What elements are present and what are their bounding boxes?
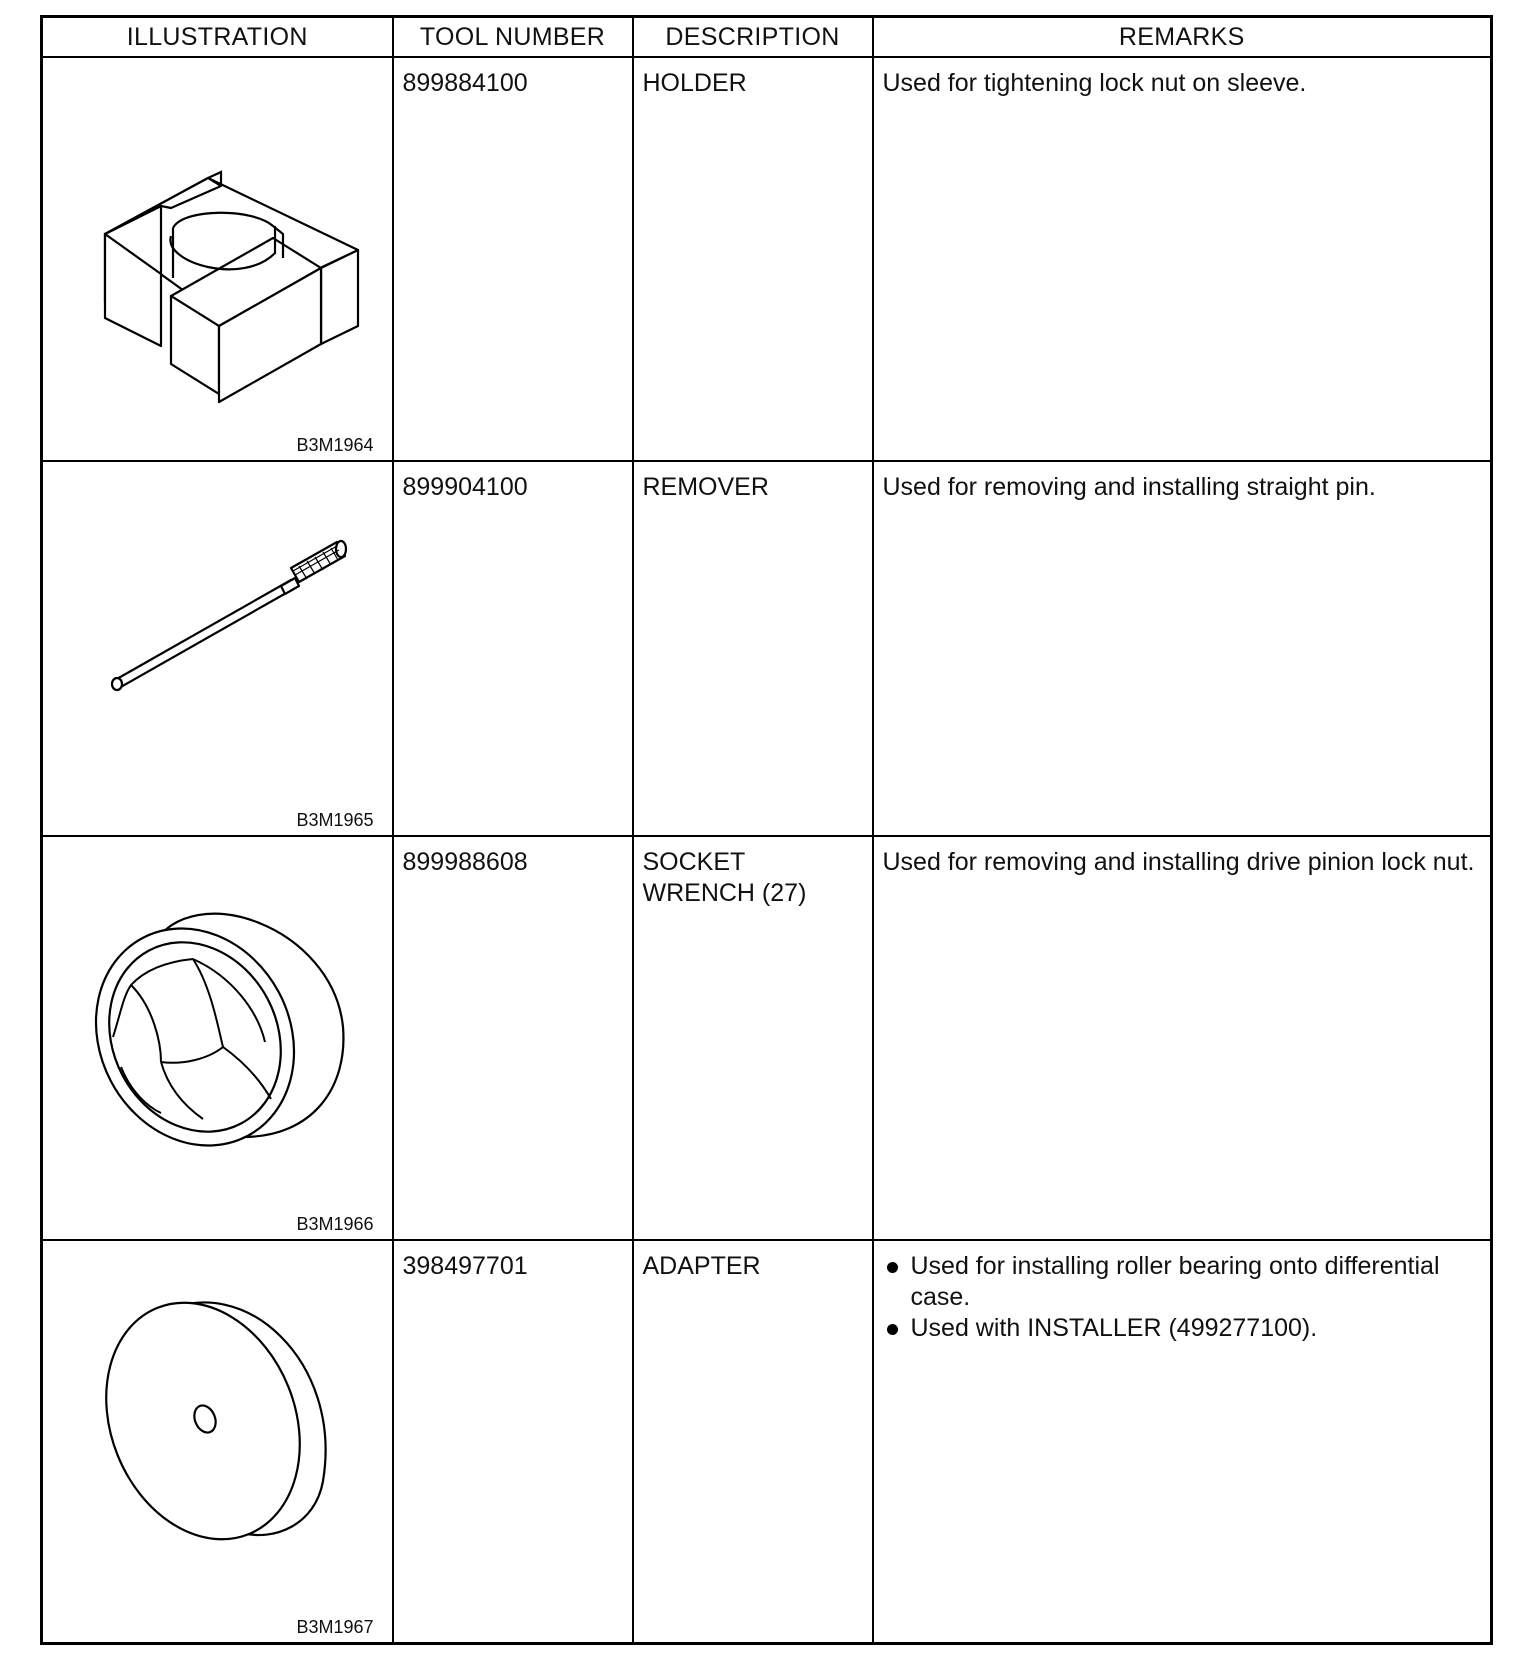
tool-number: 899904100 [402, 472, 528, 501]
description: HOLDER [642, 69, 747, 97]
illustration-cell [42, 57, 393, 461]
header-row [42, 17, 1492, 58]
tool-number: 899988608 [402, 848, 528, 877]
remark-item: Used for tightening lock nut on sleeve. [882, 69, 1307, 97]
illustration-cell [42, 836, 393, 1240]
remarks-cell [873, 57, 1492, 461]
adapter-disc-icon [43, 1241, 394, 1639]
figure-code: B3M1966 [296, 1213, 374, 1234]
figure-code: B3M1964 [296, 434, 374, 455]
figure-code: B3M1965 [296, 810, 374, 831]
tool-number: 899884100 [402, 69, 528, 97]
description-cell [633, 1240, 873, 1644]
tool-number-cell [393, 1240, 633, 1644]
remark-item: Used for installing roller bearing onto differential case. [883, 1251, 1482, 1313]
remarks-cell [873, 836, 1492, 1240]
pin-remover-icon [43, 462, 394, 832]
table-row [42, 1240, 1492, 1644]
tool-number-cell [393, 461, 633, 836]
special-tools-table [40, 15, 1493, 1645]
description: REMOVER [642, 472, 769, 501]
socket-wrench-icon [43, 837, 394, 1235]
description: SOCKET WRENCH (27) [642, 848, 807, 908]
holder-block-icon [43, 58, 394, 456]
illustration-cell [42, 461, 393, 836]
remark-item: Used for removing and installing straight pin. [882, 472, 1376, 501]
figure-code: B3M1967 [296, 1617, 374, 1637]
description-cell [633, 461, 873, 836]
header-remarks: REMARKS [873, 17, 1492, 58]
description-cell [633, 57, 873, 461]
tool-number-cell [393, 57, 633, 461]
tool-number-cell [393, 836, 633, 1240]
remark-item: Used for removing and installing drive pinion lock nut. [882, 848, 1475, 877]
illustration-cell [42, 1240, 393, 1644]
remark-item: Used with INSTALLER (499277100). [883, 1313, 1482, 1344]
table-row [42, 461, 1492, 836]
tool-number: 398497701 [402, 1251, 528, 1280]
header-description: DESCRIPTION [633, 17, 873, 58]
description-cell [633, 836, 873, 1240]
remarks-cell [873, 1240, 1492, 1644]
description: ADAPTER [642, 1251, 761, 1280]
header-illustration: ILLUSTRATION [42, 17, 393, 58]
header-tool-number: TOOL NUMBER [393, 17, 633, 58]
remarks-cell [873, 461, 1492, 836]
table-row [42, 57, 1492, 461]
table-row [42, 836, 1492, 1240]
